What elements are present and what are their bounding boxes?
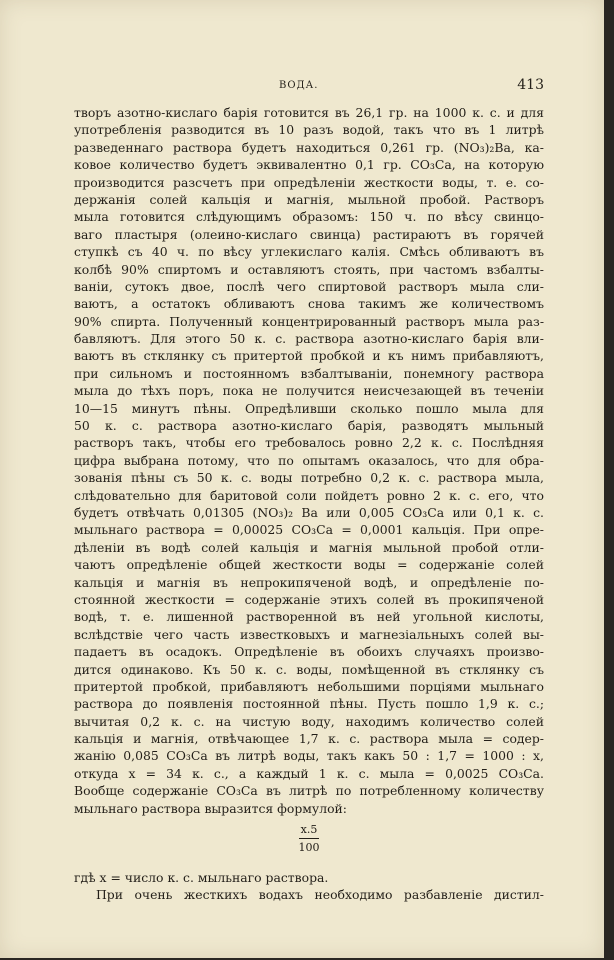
text-line: кальція и магнія въ непрокипяченой водѣ, и опредѣленіе по- xyxy=(74,574,544,590)
text-line: при сильномъ и постоянномъ взбалтываніи, понемногу раствора xyxy=(74,365,544,381)
text-line: вычитая 0,2 к. с. на чистую воду, находимъ количество солей xyxy=(74,713,544,729)
fraction-bar xyxy=(299,838,319,839)
text-line: дится одинаково. Къ 50 к. с. воды, помѣщенной въ стклянку съ xyxy=(74,661,544,677)
text-line: гдѣ x = число к. с. мыльнаго раствора. xyxy=(74,870,329,886)
text-line: будетъ отвѣчать 0,01305 (NO₃)₂ Ba или 0,005 CO₃Ca или 0,1 к. с. xyxy=(74,504,544,520)
text-line: ступкѣ съ 40 ч. по вѣсу углекислаго калія. Смѣсь обливаютъ въ xyxy=(74,244,544,260)
text-line: 10—15 минутъ пѣны. Опредѣливши сколько пошло мыла для xyxy=(74,400,544,416)
text-line: употребленія разводится въ 10 разъ водой, такъ что въ 1 литрѣ xyxy=(74,122,544,138)
text-line: раствора до появленія постоянной пѣны. Пусть пошло 1,9 к. с.; xyxy=(74,696,544,712)
text-line: мыльнаго раствора = 0,00025 CO₃Ca = 0,0001 кальція. При опре- xyxy=(74,522,544,538)
text-line: ваютъ, а остатокъ обливаютъ снова такимъ же количествомъ xyxy=(74,296,544,312)
text-line: держанія солей кальція и магнія, мыльной пробой. Растворъ xyxy=(74,191,544,207)
text-line: ваніи, сутокъ двое, послѣ чего спиртовой растворъ мыла сли- xyxy=(74,278,544,294)
text-line: ваго пластыря (олеино-кислаго свинца) растираютъ въ горячей xyxy=(74,226,544,242)
text-line: ковое количество будетъ эквивалентно 0,1 гр. CO₃Ca, на которую xyxy=(74,157,544,173)
page-number: 413 xyxy=(517,77,544,93)
running-title: ВОДА. xyxy=(279,80,319,91)
text-line: разведеннаго раствора будетъ находиться 0,261 гр. (NO₃)₂Ba, ка- xyxy=(74,139,544,155)
text-line: бавляютъ. Для этого 50 к. с. раствора азотно-кислаго барія вли- xyxy=(74,331,544,347)
text-line: растворъ такъ, чтобы его требовалось ровно 2,2 к. с. Послѣдняя xyxy=(74,435,544,451)
text-line: притертой пробкой, прибавляютъ небольшими порціями мыльнаго xyxy=(74,678,544,694)
text-line: 50 к. с. раствора азотно-кислаго барія, разводятъ мыльный xyxy=(74,418,544,434)
formula xyxy=(74,823,544,867)
text-line: колбѣ 90% спиртомъ и оставляютъ стоять, при частомъ взбалты- xyxy=(74,261,544,277)
text-line: жанію 0,085 CO₃Ca въ литрѣ воды, такъ какъ 50 : 1,7 = 1000 : x, xyxy=(74,748,544,764)
text-line: слѣдовательно для баритовой соли пойдетъ ровно 2 к. с. его, что xyxy=(74,487,544,503)
text-line: мыла до тѣхъ поръ, пока не получится неисчезающей въ теченіи xyxy=(74,383,544,399)
text-line: ваютъ въ стклянку съ притертой пробкой и къ нимъ прибавляютъ, xyxy=(74,348,544,364)
text-line: 90% спирта. Полученный концентрированный растворъ мыла раз- xyxy=(74,313,544,329)
text-line: производится разсчетъ при опредѣленіи жесткости воды, т. е. со- xyxy=(74,174,544,190)
text-line: стоянной жесткости = содержаніе этихъ солей въ прокипяченой xyxy=(74,591,544,607)
formula-denominator: 100 xyxy=(298,841,320,855)
formula-numerator: x.5 xyxy=(300,823,318,837)
text-line: Вообще содержаніе CO₃Ca въ литрѣ по потребленному количеству xyxy=(74,783,544,799)
text-line: мыльнаго раствора выразится формулой: xyxy=(74,800,347,816)
text-line: мыла готовится слѣдующимъ образомъ: 150 ч. по вѣсу свинцо- xyxy=(74,209,544,225)
text-line: творъ азотно-кислаго барія готовится въ 26,1 гр. на 1000 к. с. и для xyxy=(74,105,544,120)
text-line: вслѣдствіе чего часть известковыхъ и магнезіальныхъ солей вы- xyxy=(74,626,544,642)
text-line: При очень жесткихъ водахъ необходимо разбавленіе дистил- xyxy=(96,887,544,903)
page-header xyxy=(74,77,544,94)
text-line: чаютъ опредѣленіе общей жесткости воды = содержаніе солей xyxy=(74,557,544,573)
text-line: откуда x = 34 к. с., а каждый 1 к. с. мыла = 0,0025 CO₃Ca. xyxy=(74,765,544,781)
text-line: дѣленіи въ водѣ солей кальція и магнія мыльной пробой отли- xyxy=(74,539,544,555)
text-line: падаетъ въ осадокъ. Опредѣленіе въ обоихъ случаяхъ произво- xyxy=(74,644,544,660)
text-line: цифра выбрана потому, что по опытамъ оказалось, что для обра- xyxy=(74,452,544,468)
page-body xyxy=(74,104,544,904)
text-line: кальція и магнія, отвѣчающее 1,7 к. с. раствора мыла = содер- xyxy=(74,731,544,747)
text-line: зованія пѣны съ 50 к. с. воды потребно 0,2 к. с. раствора мыла, xyxy=(74,470,544,486)
text-line: водѣ, т. е. лишенной растворенной въ ней угольной кислоты, xyxy=(74,609,544,625)
